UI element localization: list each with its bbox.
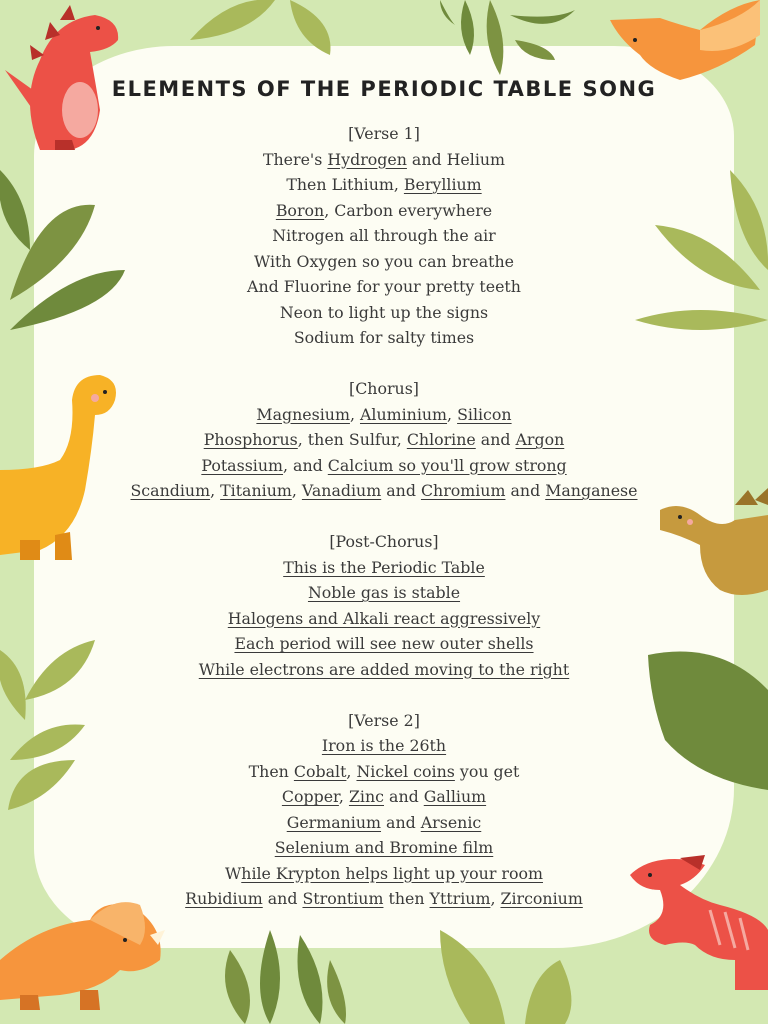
lyric-line bbox=[60, 835, 708, 861]
lyric-text: then bbox=[383, 889, 430, 908]
lyric-line bbox=[60, 861, 708, 887]
underlined-text: Germanium bbox=[286, 812, 382, 832]
triceratops-icon bbox=[0, 902, 165, 1010]
lyric-line bbox=[60, 631, 708, 657]
lyric-line bbox=[60, 810, 708, 836]
lyric-text: , bbox=[291, 481, 302, 500]
lyric-line bbox=[60, 172, 708, 198]
underlined-text: Noble gas is stable bbox=[307, 583, 461, 602]
leaf-icon bbox=[440, 930, 571, 1024]
underlined-text: Silicon bbox=[457, 404, 512, 424]
underlined-text: Copper bbox=[281, 787, 339, 806]
underlined-text: While electrons are added moving to the right bbox=[198, 659, 570, 679]
lyric-text: and bbox=[381, 481, 421, 500]
lyrics-block bbox=[60, 121, 708, 912]
underlined-text: Boron bbox=[275, 200, 325, 220]
lyric-text: [Post-Chorus] bbox=[329, 532, 439, 551]
underlined-text: Selenium and Bromine film bbox=[274, 838, 494, 857]
lyric-text: , bbox=[210, 481, 221, 500]
underlined-text: Scandium bbox=[130, 481, 211, 500]
lyric-text: and bbox=[475, 430, 516, 449]
lyric-line bbox=[60, 325, 708, 351]
lyric-line bbox=[60, 198, 708, 224]
lyric-line bbox=[60, 300, 708, 326]
underlined-text: Each period will see new outer shells bbox=[234, 634, 534, 653]
underlined-text: Beryllium bbox=[403, 175, 482, 194]
lyric-line bbox=[60, 886, 708, 912]
lyric-text: , and bbox=[283, 455, 328, 475]
leaf-icon bbox=[225, 930, 346, 1024]
stanza-gap bbox=[60, 351, 708, 377]
underlined-text: Halogens and Alkali react aggressively bbox=[227, 608, 541, 628]
lyric-line bbox=[60, 708, 708, 734]
underlined-text: Calcium so you'll grow strong bbox=[327, 455, 567, 475]
lyric-line bbox=[60, 147, 708, 173]
lyric-text: , bbox=[447, 404, 458, 424]
lyric-text: There's bbox=[262, 149, 328, 169]
underlined-text: Manganese bbox=[545, 481, 638, 500]
lyric-text: and bbox=[262, 889, 303, 908]
pterodactyl-icon bbox=[610, 0, 760, 80]
underlined-text: Yttrium bbox=[429, 889, 491, 908]
lyric-text: Then bbox=[248, 761, 294, 781]
lyric-text: , Carbon everywhere bbox=[324, 200, 493, 220]
lyric-text: W bbox=[225, 863, 242, 883]
underlined-text: Phosphorus bbox=[203, 430, 298, 449]
underlined-text: Zirconium bbox=[500, 889, 583, 908]
lyric-text: Nitrogen all through the air bbox=[272, 226, 496, 245]
lyric-text: And Fluorine for your pretty teeth bbox=[247, 277, 521, 296]
lyric-line bbox=[60, 402, 708, 428]
underlined-text: Gallium bbox=[423, 787, 487, 806]
underlined-text: hile Krypton helps light up your room bbox=[241, 863, 543, 883]
underlined-text: Chromium bbox=[420, 481, 506, 500]
underlined-text: Magnesium bbox=[256, 404, 350, 424]
lyric-text: [Verse 1] bbox=[348, 124, 420, 143]
leaf-icon bbox=[440, 0, 575, 75]
lyric-text: Then Lithium, bbox=[286, 175, 404, 194]
lyric-line bbox=[60, 657, 708, 683]
stanza-gap bbox=[60, 682, 708, 708]
stanza-gap bbox=[60, 504, 708, 530]
underlined-text: Potassium bbox=[201, 455, 284, 475]
lyric-line bbox=[60, 453, 708, 479]
lyric-text: With Oxygen so you can breathe bbox=[253, 251, 515, 271]
underlined-text: Vanadium bbox=[301, 481, 382, 500]
lyric-line bbox=[60, 478, 708, 504]
underlined-text: Arsenic bbox=[420, 812, 482, 832]
underlined-text: Rubidium bbox=[185, 889, 263, 908]
lyric-text: and bbox=[505, 481, 546, 500]
underlined-text: Argon bbox=[515, 430, 565, 449]
lyric-line bbox=[60, 759, 708, 785]
lyric-line bbox=[60, 606, 708, 632]
underlined-text: Cobalt bbox=[293, 761, 347, 781]
lyric-line bbox=[60, 580, 708, 606]
lyric-line bbox=[60, 427, 708, 453]
underlined-text: Chlorine bbox=[406, 430, 476, 449]
underlined-text: Hydrogen bbox=[327, 149, 407, 169]
lyric-line bbox=[60, 784, 708, 810]
lyric-line bbox=[60, 733, 708, 759]
lyric-text: Sodium for salty times bbox=[293, 328, 475, 347]
lyric-text: , bbox=[349, 404, 360, 424]
lyric-text: , bbox=[490, 889, 501, 908]
lyric-line bbox=[60, 376, 708, 402]
lyric-text: Neon to light up the signs bbox=[279, 302, 489, 322]
lyric-text: , then Sulfur, bbox=[297, 430, 407, 449]
lyric-text: , bbox=[346, 761, 357, 781]
lyric-text: you get bbox=[454, 761, 520, 781]
underlined-text: This is the Periodic Table bbox=[283, 557, 485, 577]
lyric-line bbox=[60, 249, 708, 275]
lyric-text: , bbox=[338, 787, 349, 806]
lyric-line bbox=[60, 274, 708, 300]
underlined-text: Strontium bbox=[302, 889, 384, 908]
lyric-line bbox=[60, 223, 708, 249]
lyric-text: [Verse 2] bbox=[348, 710, 420, 730]
underlined-text: Nickel coins bbox=[356, 761, 455, 781]
underlined-text: Aluminium bbox=[359, 404, 448, 424]
underlined-text: Zinc bbox=[348, 787, 384, 806]
lyric-line bbox=[60, 121, 708, 147]
lyric-line bbox=[60, 555, 708, 581]
leaf-icon bbox=[190, 0, 331, 55]
lyric-text: and bbox=[381, 812, 421, 832]
lyric-text: and bbox=[384, 787, 424, 806]
underlined-text: Titanium bbox=[220, 481, 292, 500]
page-title: ELEMENTS OF THE PERIODIC TABLE SONG bbox=[111, 77, 657, 101]
lyric-text: [Chorus] bbox=[349, 379, 419, 398]
lyric-text: and Helium bbox=[406, 149, 506, 169]
lyric-line bbox=[60, 529, 708, 555]
underlined-text: Iron is the 26th bbox=[321, 736, 447, 755]
